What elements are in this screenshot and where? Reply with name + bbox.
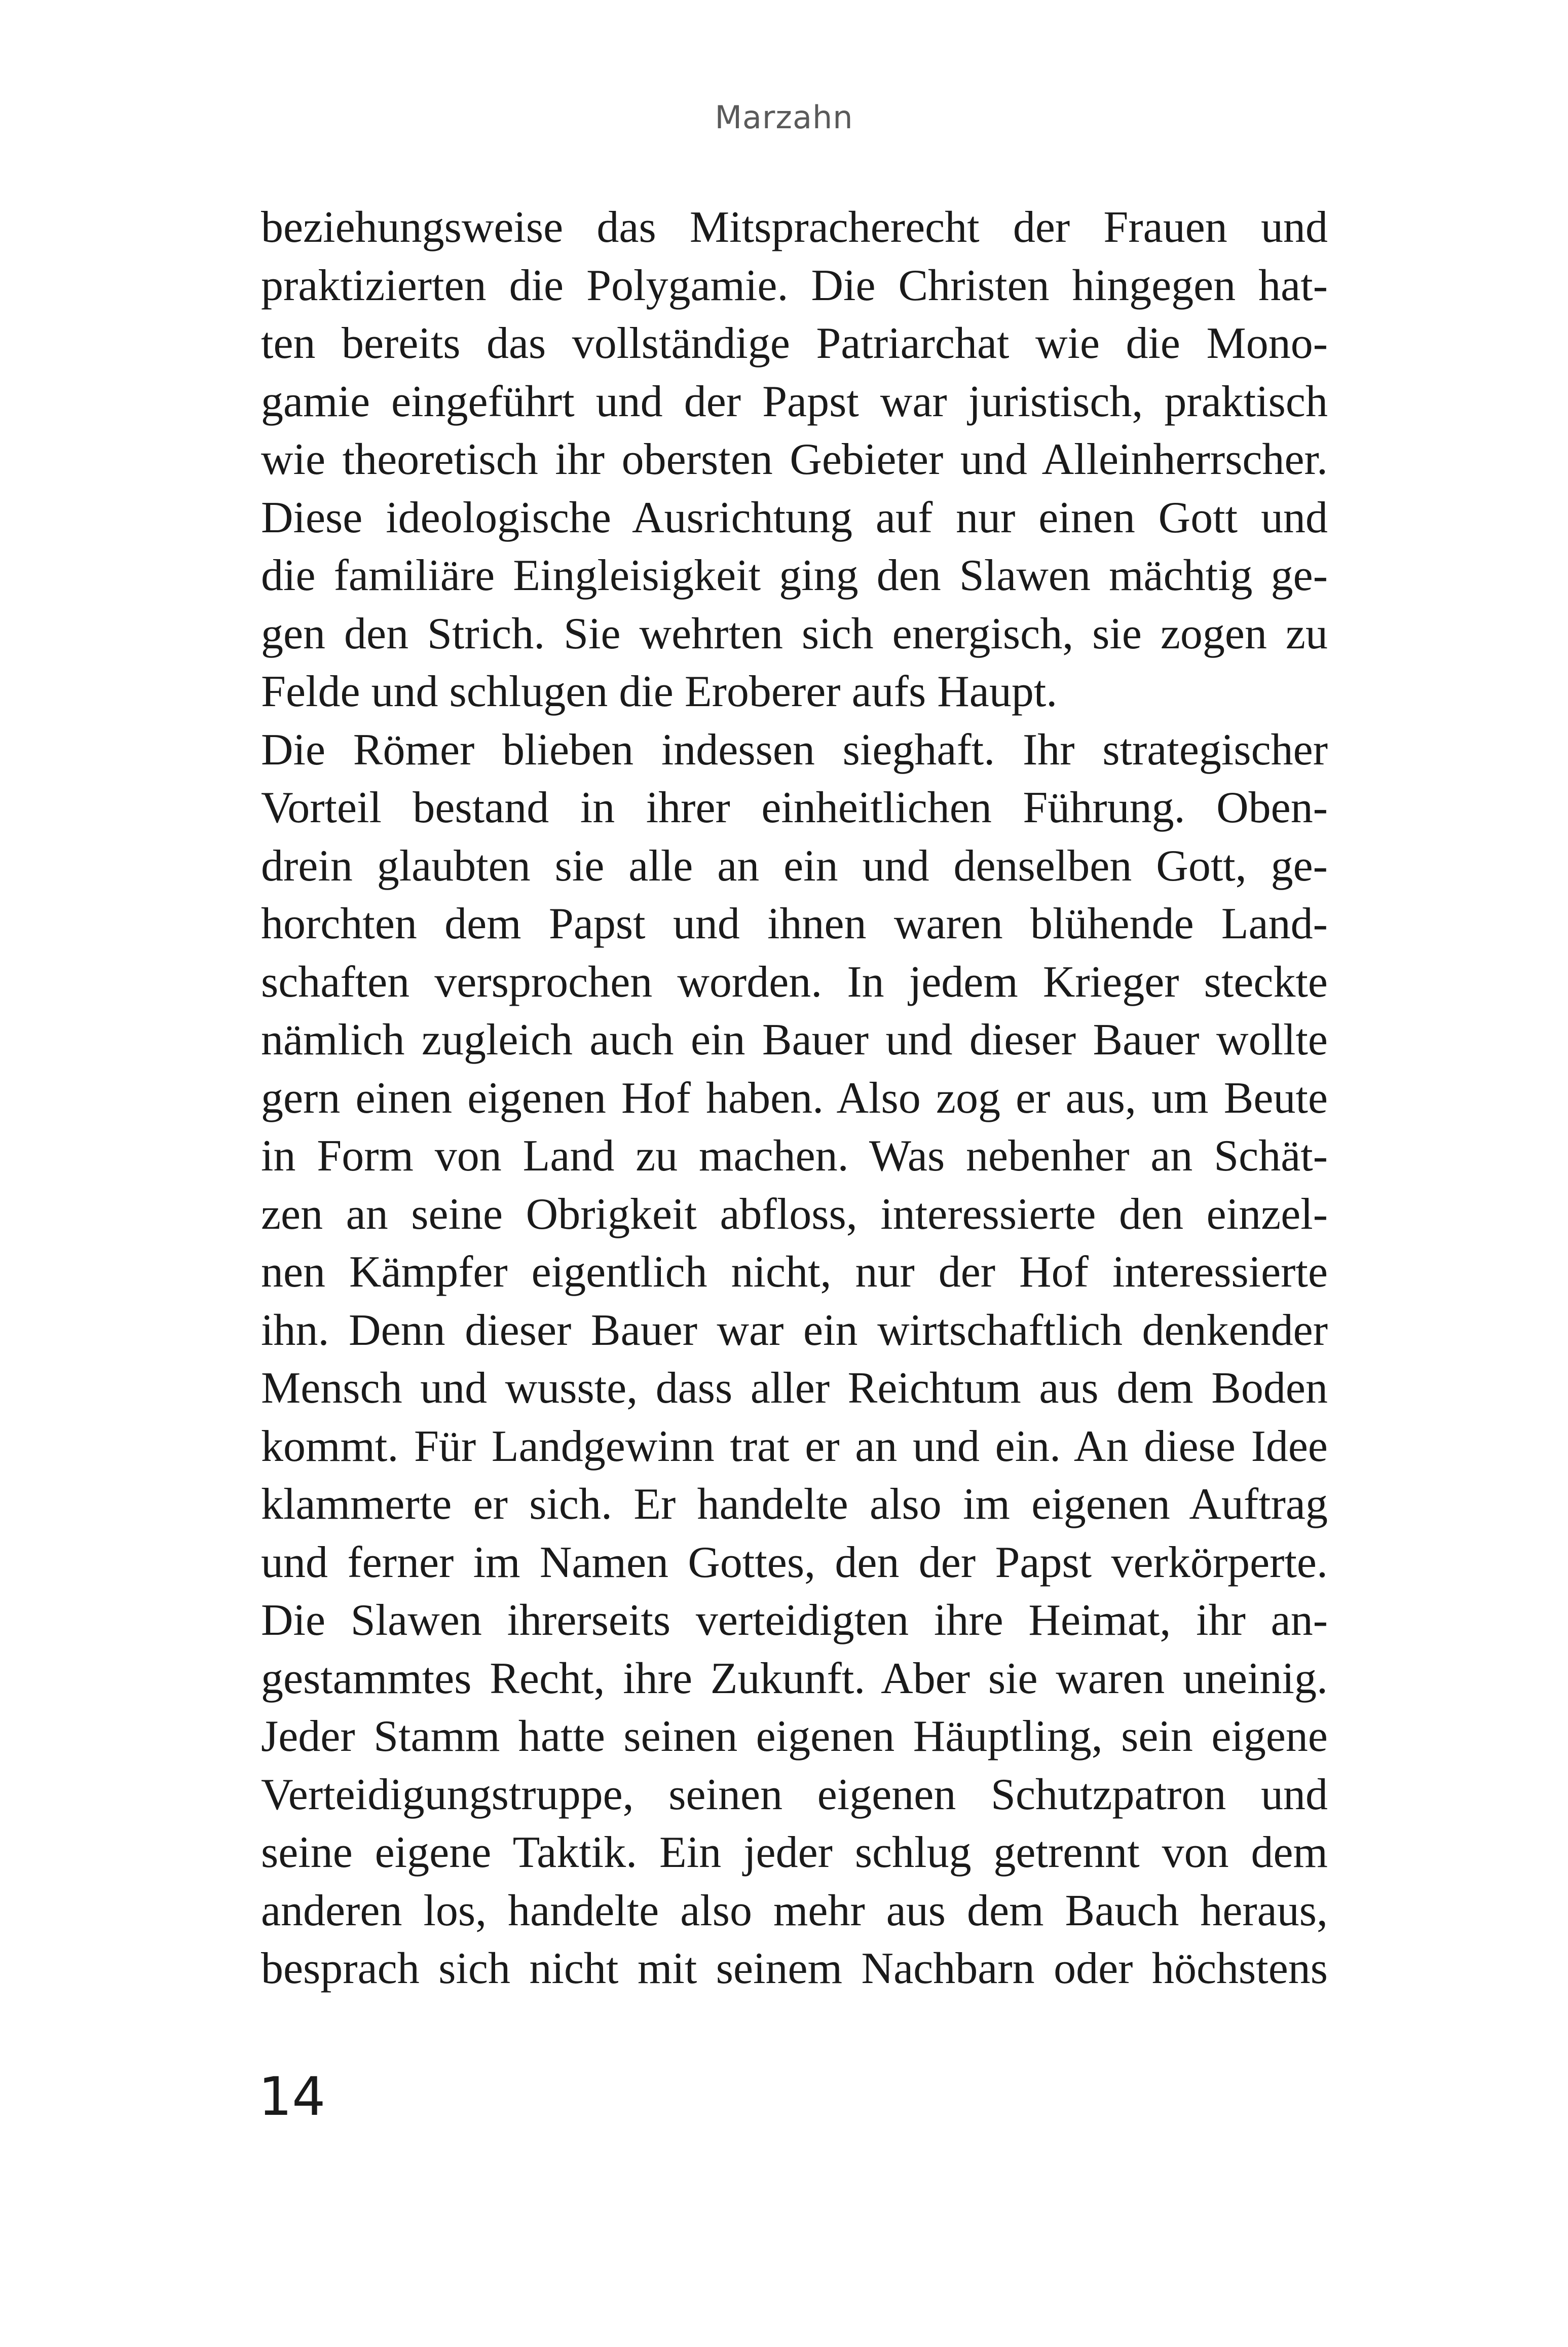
text-line: und ferner im Namen Gottes, den der Papst verkörperte. (261, 1537, 1328, 1587)
text-line: Diese ideologische Ausrichtung auf nur einen Gott und (261, 493, 1328, 542)
text-line: kommt. Für Landgewinn trat er an und ein. An diese Idee (261, 1421, 1328, 1471)
text-line: Die Slawen ihrerseits verteidigten ihre Heimat, ihr an- (261, 1596, 1328, 1645)
text-line: Jeder Stamm hatte seinen eigenen Häuptling, sein eigene (261, 1712, 1328, 1761)
text-line: gamie eingeführt und der Papst war juristisch, praktisch (261, 377, 1328, 426)
text-line: Verteidigungstruppe, seinen eigenen Schutzpatron und (261, 1770, 1328, 1819)
text-line: nämlich zugleich auch ein Bauer und dieser Bauer wollte (261, 1015, 1328, 1065)
text-line: anderen los, handelte also mehr aus dem Bauch heraus, (261, 1886, 1328, 1935)
text-line: klammerte er sich. Er handelte also im eigenen Auftrag (261, 1480, 1328, 1529)
text-line: drein glaubten sie alle an ein und denselben Gott, ge- (261, 841, 1328, 891)
text-line: die familiäre Eingleisigkeit ging den Slawen mächtig ge- (261, 551, 1328, 600)
text-line: gestammtes Recht, ihre Zukunft. Aber sie waren uneinig. (261, 1654, 1328, 1703)
text-line: gern einen eigenen Hof haben. Also zog er aus, um Beute (261, 1073, 1328, 1123)
text-line: ten bereits das vollständige Patriarchat wie die Mono- (261, 319, 1328, 368)
text-line: Felde und schlugen die Eroberer aufs Haupt. (261, 667, 1058, 716)
page-number: 14 (258, 2066, 326, 2128)
text-line: schaften versprochen worden. In jedem Krieger steckte (261, 957, 1328, 1007)
text-line: Mensch und wusste, dass aller Reichtum aus dem Boden (261, 1364, 1328, 1413)
text-line: zen an seine Obrigkeit abfloss, interessierte den einzel- (261, 1189, 1328, 1239)
body-text (261, 199, 1328, 1998)
text-line: praktizierten die Polygamie. Die Christen hingegen hat- (261, 261, 1328, 310)
text-line: horchten dem Papst und ihnen waren blühende Land- (261, 899, 1328, 948)
running-header: Marzahn (715, 99, 853, 136)
text-line: besprach sich nicht mit seinem Nachbarn oder höchstens (261, 1944, 1328, 1993)
text-line: Die Römer blieben indessen sieghaft. Ihr strategischer (261, 725, 1328, 775)
text-line: in Form von Land zu machen. Was nebenher an Schät- (261, 1131, 1328, 1181)
text-line: seine eigene Taktik. Ein jeder schlug getrennt von dem (261, 1828, 1328, 1877)
text-line: nen Kämpfer eigentlich nicht, nur der Hof interessierte (261, 1248, 1328, 1297)
text-line: gen den Strich. Sie wehrten sich energisch, sie zogen zu (261, 609, 1328, 658)
text-line: wie theoretisch ihr obersten Gebieter und Alleinherrscher. (261, 435, 1328, 484)
text-line: Vorteil bestand in ihrer einheitlichen Führung. Oben- (261, 783, 1328, 832)
text-line: beziehungsweise das Mitspracherecht der Frauen und (261, 203, 1328, 252)
text-line: ihn. Denn dieser Bauer war ein wirtschaftlich denkender (261, 1305, 1328, 1355)
